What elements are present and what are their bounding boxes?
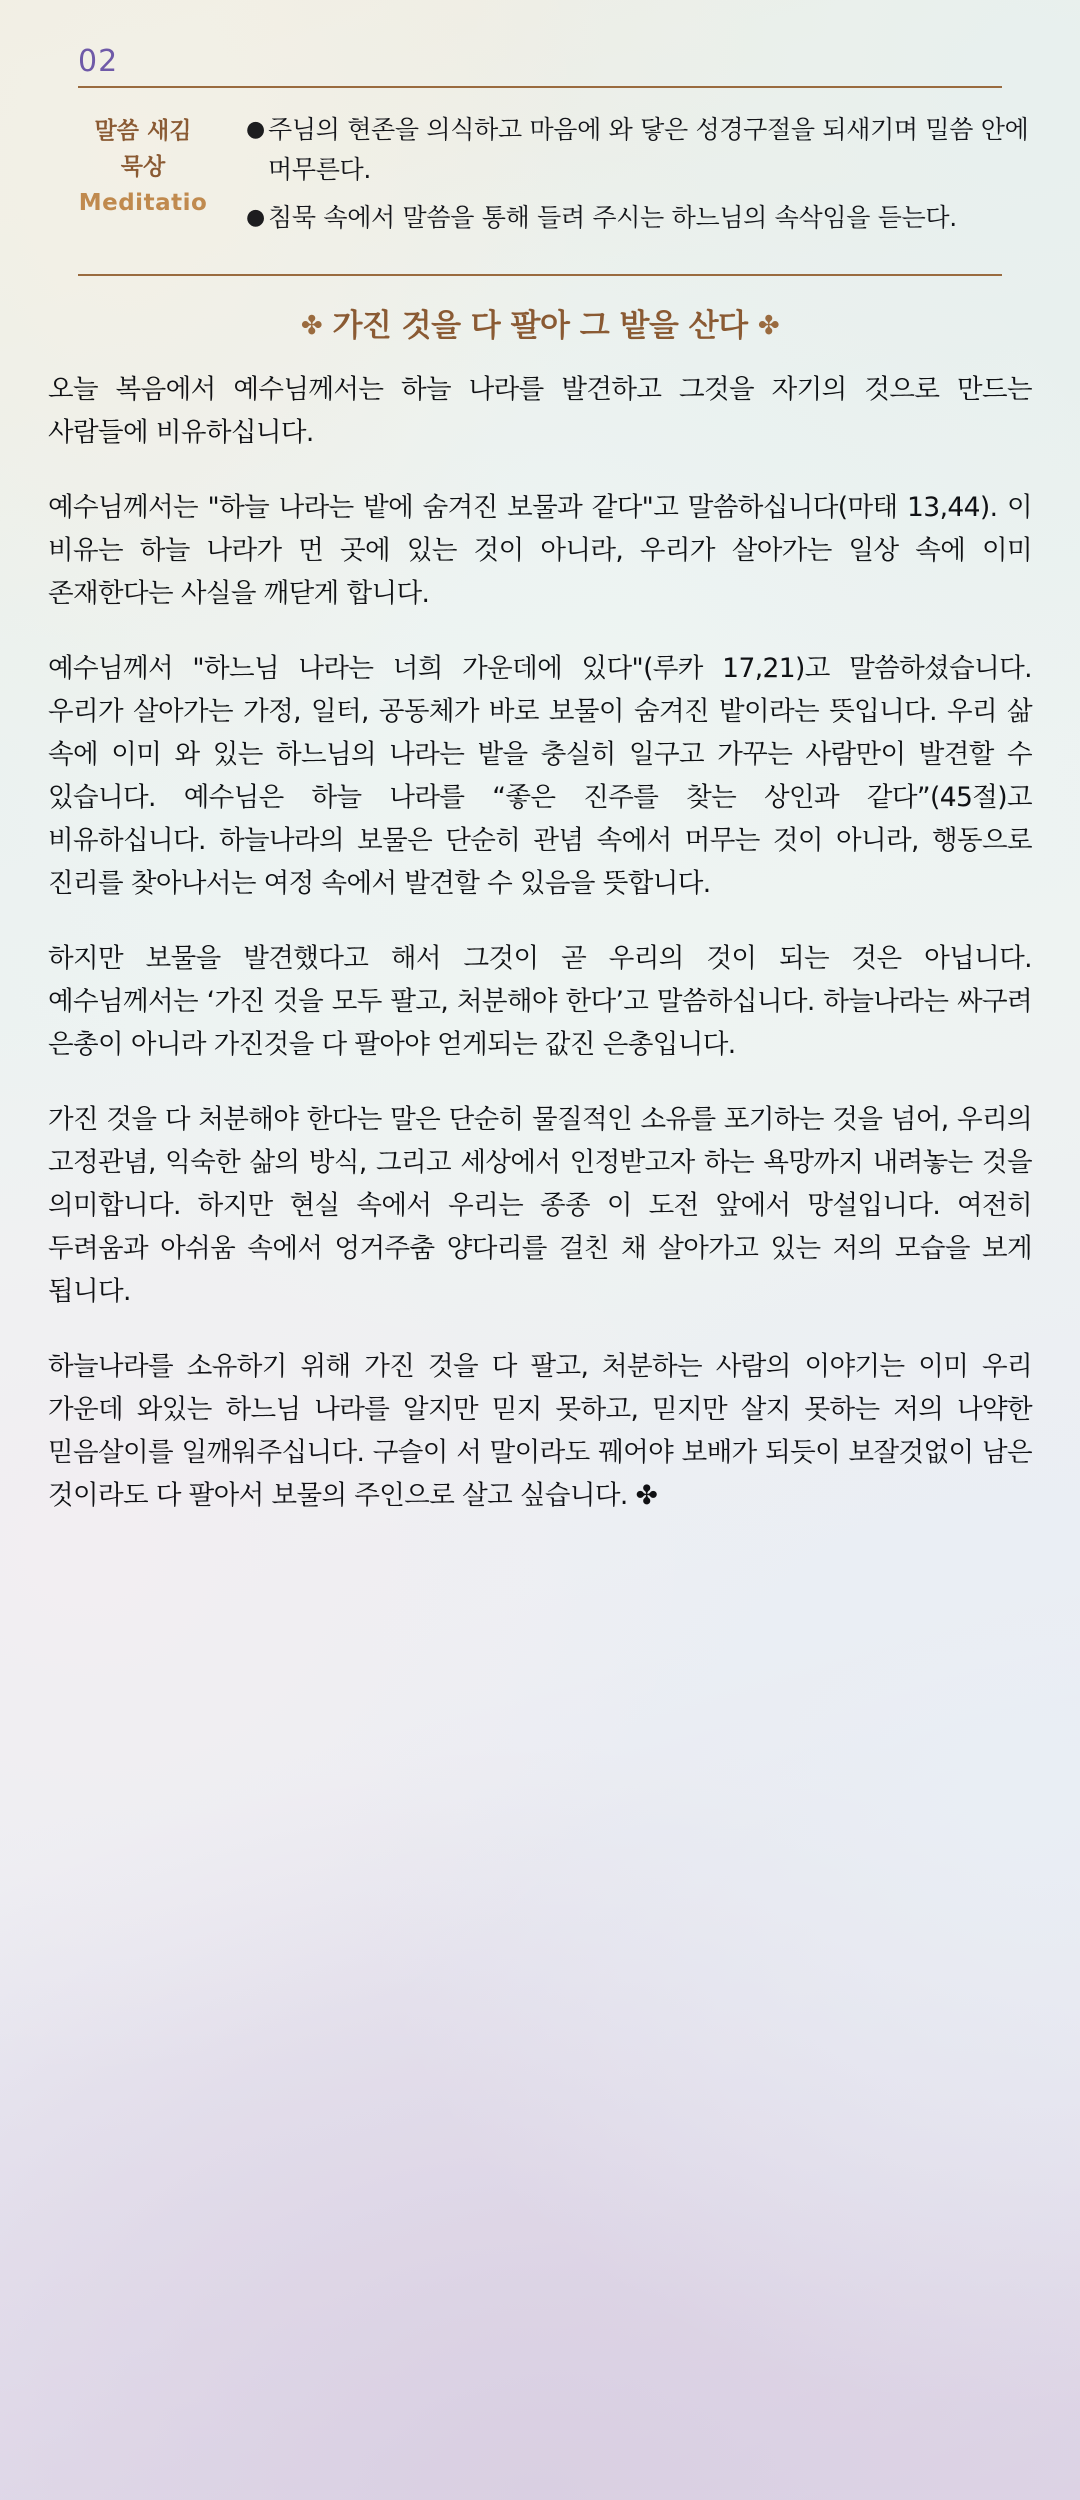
paragraph: 예수님께서는 "하늘 나라는 밭에 숨겨진 보물과 같다"고 말씀하십니다(마태 13,44). 이 비유는 하늘 나라가 먼 곳에 있는 것이 아니라, 우리가 살아가는 일상 속에 이미 존재한다는 사실을 깨닫게 합니다.: [48, 492, 1032, 609]
label-korean-sub: 묵상: [120, 153, 166, 180]
bullet-icon: ●: [246, 117, 266, 142]
meditatio-section: [48, 108, 1032, 246]
list-item: [246, 198, 1032, 238]
meditatio-item-list: [238, 108, 1032, 246]
divider-top: [78, 86, 1002, 88]
meditatio-labels: [48, 108, 238, 222]
list-item-text: 주님의 현존을 의식하고 마음에 와 닿은 성경구절을 되새기며 밀씀 안에 머무른다.: [268, 115, 1029, 184]
flower-left-icon: ✤: [300, 311, 323, 341]
flower-right-icon: ✤: [757, 311, 780, 341]
paragraph: 예수님께서 "하느님 나라는 너희 가운데에 있다"(루카 17,21)고 말씀하셨습니다. 우리가 살아가는 가정, 일터, 공동체가 바로 보물이 숨겨진 밭이라는 뜻입니다. 우리 삶 속에 이미 와 있는 하느님의 나라는 밭을 충실히 일구고 가꾸는 사람만이 발견할 수 있습니다. 예수님은 하늘 나라를 “좋은 진주를 찾는 상인과 같다”(45절)고 비유하십니다. 하늘나라의 보물은 단순히 관념 속에서 머무는 것이 아니라, 행동으로 진리를 찾아나서는 여정 속에서 발견할 수 있음을 뜻합니다.: [48, 653, 1032, 899]
paragraph: 오늘 복음에서 예수님께서는 하늘 나라를 발견하고 그것을 자기의 것으로 만드는 사람들에 비유하십니다.: [48, 374, 1032, 448]
page-title-text: 가진 것을 다 팔아 그 밭을 산다: [332, 308, 748, 344]
body-text: [48, 368, 1032, 1517]
label-korean-title: 말씀 새김: [94, 118, 192, 144]
divider-mid: [78, 274, 1002, 276]
paragraph: 하늘나라를 소유하기 위해 가진 것을 다 팔고, 처분하는 사람의 이야기는 이미 우리 가운데 와있는 하느님 나라를 알지만 믿지 못하고, 믿지만 살지 못하는 저의 나약한 믿음살이를 일깨워주십니다. 구슬이 서 말이라도 꿰어야 보배가 되듯이 보잘것없이 남은 것이라도 다 팔아서 보물의 주인으로 살고 싶습니다. ✤: [48, 1351, 1032, 1511]
list-item-text: 침묵 속에서 말씀을 통해 들려 주시는 하느님의 속삭임을 듣는다.: [268, 203, 957, 232]
page-number: 02: [78, 44, 119, 79]
page-title: [48, 300, 1032, 345]
paragraph: 가진 것을 다 처분해야 한다는 말은 단순히 물질적인 소유를 포기하는 것을 넘어, 우리의 고정관념, 익숙한 삶의 방식, 그리고 세상에서 인정받고자 하는 욕망까지 내려놓는 것을 의미합니다. 하지만 현실 속에서 우리는 종종 이 도전 앞에서 망설입니다. 여전히 두려움과 아쉬움 속에서 엉거주춤 양다리를 걸친 채 살아가고 있는 저의 모습을 보게 됩니다.: [48, 1104, 1032, 1307]
bullet-icon: ●: [246, 205, 266, 230]
paragraph: 하지만 보물을 발견했다고 해서 그것이 곧 우리의 것이 되는 것은 아닙니다. 예수님께서는 ‘가진 것을 모두 팔고, 처분해야 한다’고 말씀하십니다. 하늘나라는 싸구려 은총이 아니라 가진것을 다 팔아야 얻게되는 값진 은총입니다.: [48, 943, 1032, 1060]
list-item: [246, 110, 1032, 190]
label-latin: Meditatio: [78, 190, 208, 217]
